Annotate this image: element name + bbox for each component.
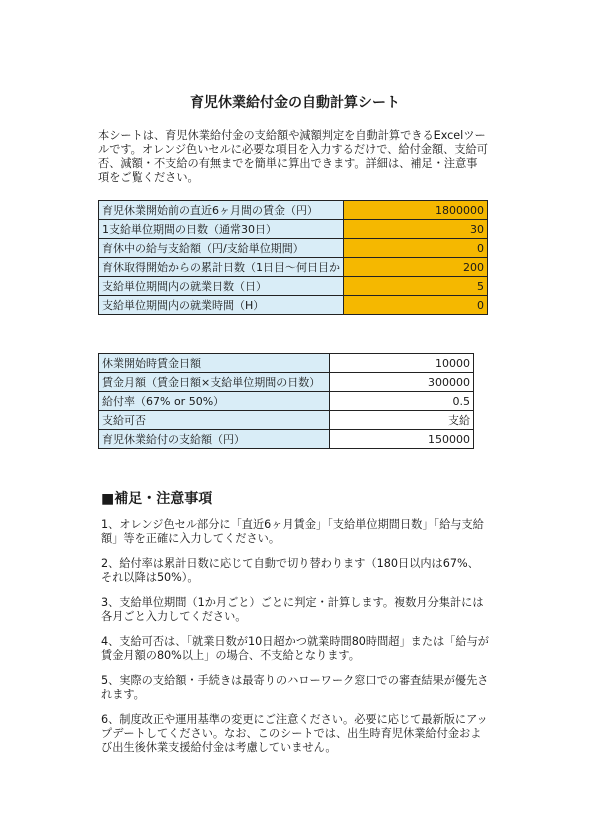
input-cell[interactable]: 0	[344, 296, 488, 315]
notes-list	[101, 518, 489, 766]
table-row	[99, 220, 488, 239]
result-table	[98, 353, 474, 449]
table-row	[99, 373, 474, 392]
table-row	[99, 354, 474, 373]
result-cell: 150000	[330, 430, 474, 449]
input-cell[interactable]: 30	[344, 220, 488, 239]
input-label: 育児休業開始前の直近6ヶ月間の賃金（円）	[99, 201, 344, 220]
table-row	[99, 239, 488, 258]
input-label: 1支給単位期間の日数（通常30日）	[99, 220, 344, 239]
note-item: 1、オレンジ色セル部分に「直近6ヶ月賃金」「支給単位期間日数」「給与支給額」等を正確に入力してください。	[101, 518, 484, 545]
result-cell: 0.5	[330, 392, 474, 411]
table-row	[99, 258, 488, 277]
input-cell[interactable]: 5	[344, 277, 488, 296]
input-label: 育休中の給与支給額（円/支給単位期間）	[99, 239, 344, 258]
result-label: 育児休業給付の支給額（円）	[99, 430, 330, 449]
table-row	[99, 392, 474, 411]
input-table	[98, 200, 488, 315]
note-item: 6、制度改正や運用基準の変更にご注意ください。必要に応じて最新版にアップデートしてください。なお、このシートでは、出生時育児休業給付金および出生後休業支援給付金は考慮していません。	[101, 713, 488, 754]
result-label: 給付率（67% or 50%）	[99, 392, 330, 411]
table-row	[99, 201, 488, 220]
result-cell: 300000	[330, 373, 474, 392]
result-cell: 支給	[330, 411, 474, 430]
note-item: 4、支給可否は、「就業日数が10日超かつ就業時間80時間超」または「給与が賃金月額の80%以上」の場合、不支給となります。	[101, 635, 489, 662]
table-row	[99, 430, 474, 449]
note-item: 3、支給単位期間（1か月ごと）ごとに判定・計算します。複数月分集計には各月ごと入力してください。	[101, 596, 484, 623]
intro-text: 本シートは、育児休業給付金の支給額や減額判定を自動計算できるExcelツールです。オレンジ色いセルに必要な項目を入力するだけで、給付金額、支給可否、減額・不支給の有無までを簡単に算出できます。詳細は、補足・注意事項をご覧ください。	[98, 129, 488, 184]
table-row	[99, 296, 488, 315]
note-item: 2、給付率は累計日数に応じて自動で切り替わります（180日以内は67%、それ以降は50%）。	[101, 557, 479, 584]
result-label: 支給可否	[99, 411, 330, 430]
result-label: 休業開始時賃金日額	[99, 354, 330, 373]
note-item: 5、実際の支給額・手続きは最寄りのハローワーク窓口での審査結果が優先されます。	[101, 674, 489, 701]
input-label: 支給単位期間内の就業日数（日）	[99, 277, 344, 296]
input-cell[interactable]: 0	[344, 239, 488, 258]
input-label: 育休取得開始からの累計日数（1日目〜何日目か	[99, 258, 344, 277]
input-label: 支給単位期間内の就業時間（H）	[99, 296, 344, 315]
input-cell[interactable]: 200	[344, 258, 488, 277]
notes-heading: ■補足・注意事項	[101, 491, 213, 507]
result-label: 賃金月額（賃金日額×支給単位期間の日数）	[99, 373, 330, 392]
page-title: 育児休業給付金の自動計算シート	[190, 95, 400, 111]
table-row	[99, 277, 488, 296]
input-cell[interactable]: 1800000	[344, 201, 488, 220]
table-row	[99, 411, 474, 430]
result-cell: 10000	[330, 354, 474, 373]
